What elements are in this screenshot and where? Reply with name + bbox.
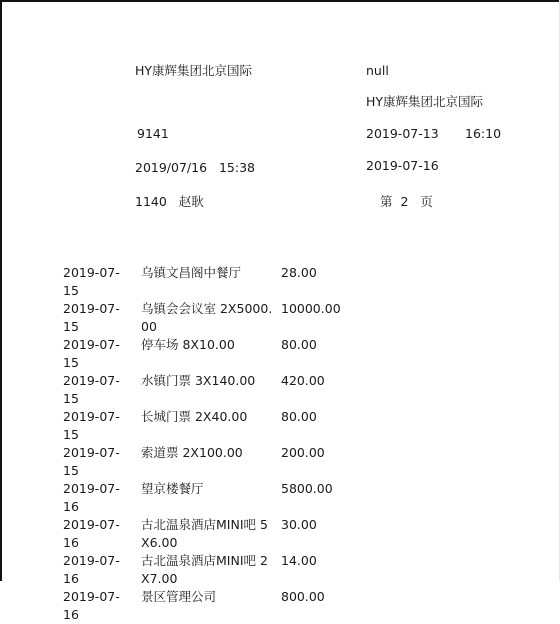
transaction-row [63, 552, 341, 588]
null-value: null [366, 63, 389, 78]
departure-date: 2019-07-16 [366, 158, 439, 173]
room-number: 9141 [137, 126, 169, 141]
transaction-description: 古北温泉酒店MINI吧 5X6.00 [141, 517, 268, 550]
transaction-date: 2019-07-16 [63, 517, 120, 550]
transaction-row [63, 516, 341, 552]
transaction-description: 停车场 8X10.00 [141, 337, 235, 352]
transaction-row [63, 408, 341, 444]
transaction-description: 索道票 2X100.00 [141, 445, 243, 460]
transaction-row [63, 444, 341, 480]
transaction-date: 2019-07-15 [63, 337, 120, 370]
transaction-date: 2019-07-16 [63, 481, 120, 514]
hotel-name-left: HY康辉集团北京国际 [135, 63, 253, 78]
page-number: 第 2 页 [380, 194, 433, 209]
transaction-description: 长城门票 2X40.00 [141, 409, 248, 424]
arrival-date: 2019-07-13 [366, 126, 439, 141]
transaction-amount: 80.00 [281, 337, 317, 352]
transaction-date: 2019-07-15 [63, 373, 120, 406]
transaction-date: 2019-07-15 [63, 445, 120, 478]
page-left-border [0, 0, 2, 581]
transaction-amount: 200.00 [281, 445, 325, 460]
print-datetime: 2019/07/16 15:38 [135, 160, 255, 175]
transaction-date: 2019-07-16 [63, 589, 120, 622]
transaction-list [63, 264, 341, 624]
transaction-description: 古北温泉酒店MINI吧 2X7.00 [141, 553, 268, 586]
transaction-date: 2019-07-16 [63, 553, 120, 586]
transaction-amount: 14.00 [281, 553, 317, 568]
transaction-description: 水镇门票 3X140.00 [141, 373, 256, 388]
transaction-row [63, 300, 341, 336]
transaction-description: 景区管理公司 [141, 589, 217, 604]
transaction-description: 乌镇文昌阁中餐厅 [141, 265, 242, 280]
transaction-amount: 420.00 [281, 373, 325, 388]
transaction-amount: 5800.00 [281, 481, 333, 496]
transaction-row [63, 264, 341, 300]
transaction-amount: 10000.00 [281, 301, 341, 316]
transaction-amount: 28.00 [281, 265, 317, 280]
transaction-amount: 800.00 [281, 589, 325, 604]
page-top-border [0, 0, 560, 2]
transaction-row [63, 372, 341, 408]
cashier: 1140 赵耿 [135, 194, 204, 209]
transaction-date: 2019-07-15 [63, 265, 120, 298]
hotel-name-right: HY康辉集团北京国际 [366, 94, 484, 109]
transaction-row [63, 336, 341, 372]
transaction-description: 望京楼餐厅 [141, 481, 204, 496]
transaction-date: 2019-07-15 [63, 409, 120, 442]
transaction-amount: 80.00 [281, 409, 317, 424]
transaction-amount: 30.00 [281, 517, 317, 532]
transaction-table [63, 264, 341, 624]
arrival-time: 16:10 [465, 126, 502, 141]
transaction-description: 乌镇会会议室 2X5000.00 [141, 301, 273, 334]
transaction-row [63, 588, 341, 624]
transaction-date: 2019-07-15 [63, 301, 120, 334]
transaction-row [63, 480, 341, 516]
